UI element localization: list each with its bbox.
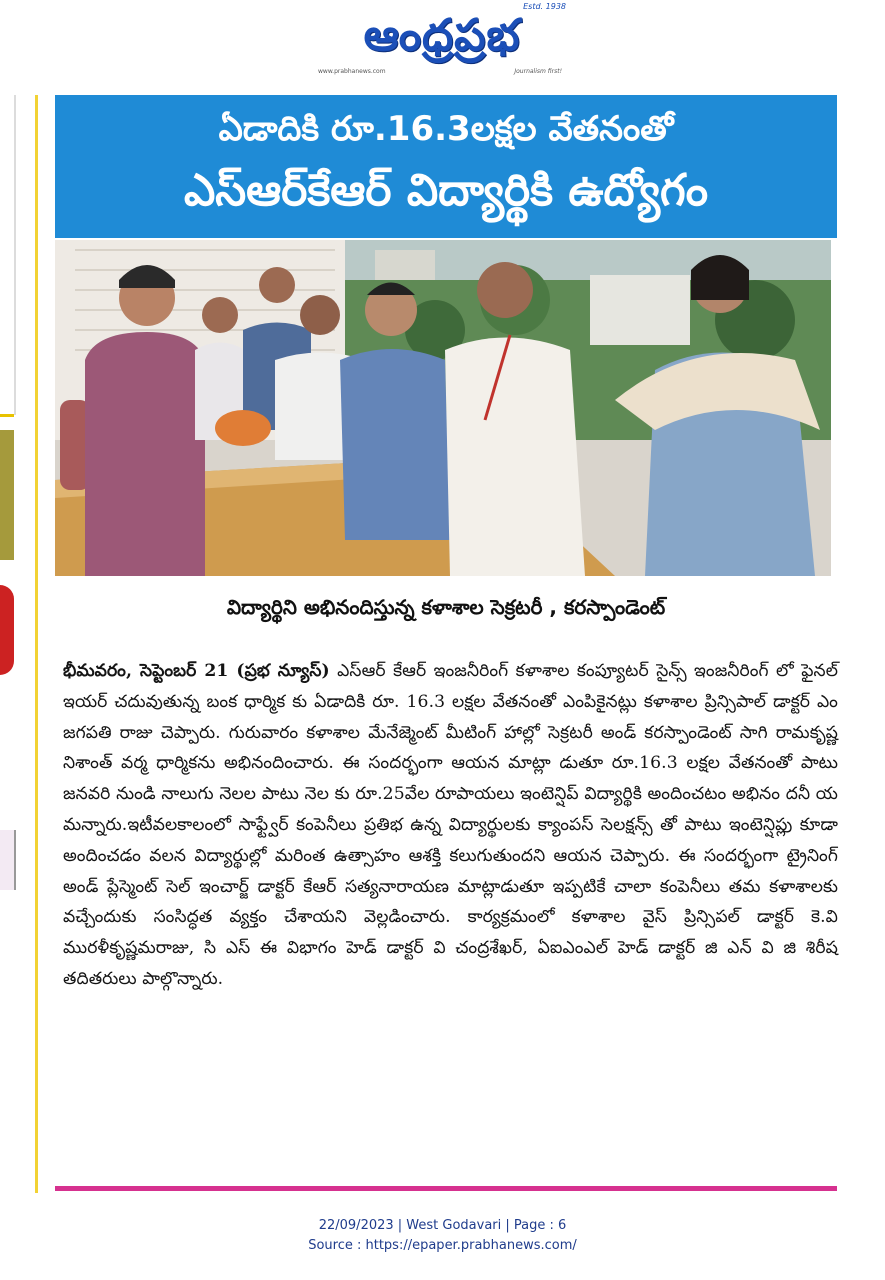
adjacent-clipping-graphic: [0, 585, 14, 675]
footer-edition-info: 22/09/2023 | West Godavari | Page : 6: [318, 1218, 567, 1233]
article-bottom-rule: [55, 1186, 837, 1191]
article-side-rule: [35, 95, 38, 1193]
article-body-text: ఎస్ఆర్ కేఆర్ ఇంజనీరింగ్ కళాశాల కంప్యూటర్ సైన్స్ ఇంజనీరింగ్ లో ఫైనల్ ఇయర్ చదువుతున్న బంక ధార్మిక కు ఏడాదికి రూ. 16.3 లక్షల వేతనంతో ఎంపికైనట్లు కళాశాల ప్రిన్సిపాల్ డాక్టర్ ఎం జగపతి రాజు చెప్పారు. గురువారం కళాశాల మేనేజ్మెంట్ మీటింగ్ హాల్లో సెక్రటరీ అండ్ కరస్పాండెంట్ సాగి రామకృష్ణ నిశాంత్ వర్మ ధార్మికను అభినందించారు. ఈ సందర్భంగా ఆయన మాట్లా డుతూ రూ.16.3 లక్షల వేతనంతో పాటు జనవరి నుండి నాలుగు నెలల పాటు నెల కు రూ.25వేల రూపాయలు ఇంటెన్షిప్ విద్యార్థికి అందించటం అభినం దనీ య మన్నారు.ఇటీవలకాలంలో సాఫ్ట్వేర్ కంపెనీలు ప్రతిభ ఉన్న విద్యార్థులకు క్యాంపస్ సెలక్షన్స్ తో పాటు ఇంటెన్షిప్లు కూడా అందించడం వలన విద్యార్థుల్లో మరింత ఉత్సాహం ఆశక్తి కలుగుతుందని ఆయన చెప్పారు. ఈ సందర్భంగా ట్రైనింగ్ అండ్ ప్లేస్మెంట్ సెల్ ఇంచార్జ్ డాక్టర్ కేఆర్ సత్యనారాయణ మాట్లాడుతూ ఇప్పటికే చాలా కంపెనీలు తమ కళాశాలకు వచ్చేందుకు సంసిద్ధత వ్యక్తం చేశాయని వెల్లడించారు. కార్యక్రమంలో కళాశాల వైస్ ప్రిన్సిపల్ డాక్టర్ కె.వి మురళీకృష్ణమరాజు, సి ఎస్ ఈ విభాగం హెడ్ డాక్టర్ వి చంద్రశేఖర్, ఏఐఎంఎల్ హెడ్ డాక్టర్ జి ఎన్ వి జి శిరీష తదితరులు పాల్గొన్నారు.: [63, 661, 838, 989]
headline-line-1: ఏడాదికి రూ.16.3లక్షల వేతనంతో: [218, 109, 674, 149]
headline-line-2: ఎస్ఆర్‌కేఆర్ విద్యార్థికి ఉద్యోగం: [183, 165, 709, 216]
photo-caption: విద్యార్థిని అభినందిస్తున్న కళాశాల సెక్రటరీ , కరస్పాండెంట్: [226, 595, 666, 619]
adjacent-clipping-rule: [14, 95, 16, 415]
adjacent-clipping-image: [0, 430, 14, 560]
logo-wordmark: ఆంధ్రప్రభ: [363, 10, 521, 61]
logo-estd: Estd. 1938: [523, 2, 566, 11]
masthead: [0, 0, 885, 88]
adjacent-clipping-figure: [0, 830, 16, 890]
article-body: [63, 656, 838, 995]
logo-url: www.prabhanews.com: [318, 68, 386, 75]
footer-source-link[interactable]: Source : https://epaper.prabhanews.com/: [308, 1238, 577, 1253]
headline-banner: [55, 95, 837, 238]
newspaper-logo: [316, 2, 568, 75]
news-photo: [55, 240, 831, 576]
logo-tagline: Journalism first!: [514, 68, 562, 75]
adjacent-clipping-accent: [0, 414, 14, 417]
page-footer: [0, 1216, 885, 1256]
article-dateline: భీమవరం, సెప్టెంబర్ 21 (ప్రభ న్యూస్): [63, 661, 330, 681]
